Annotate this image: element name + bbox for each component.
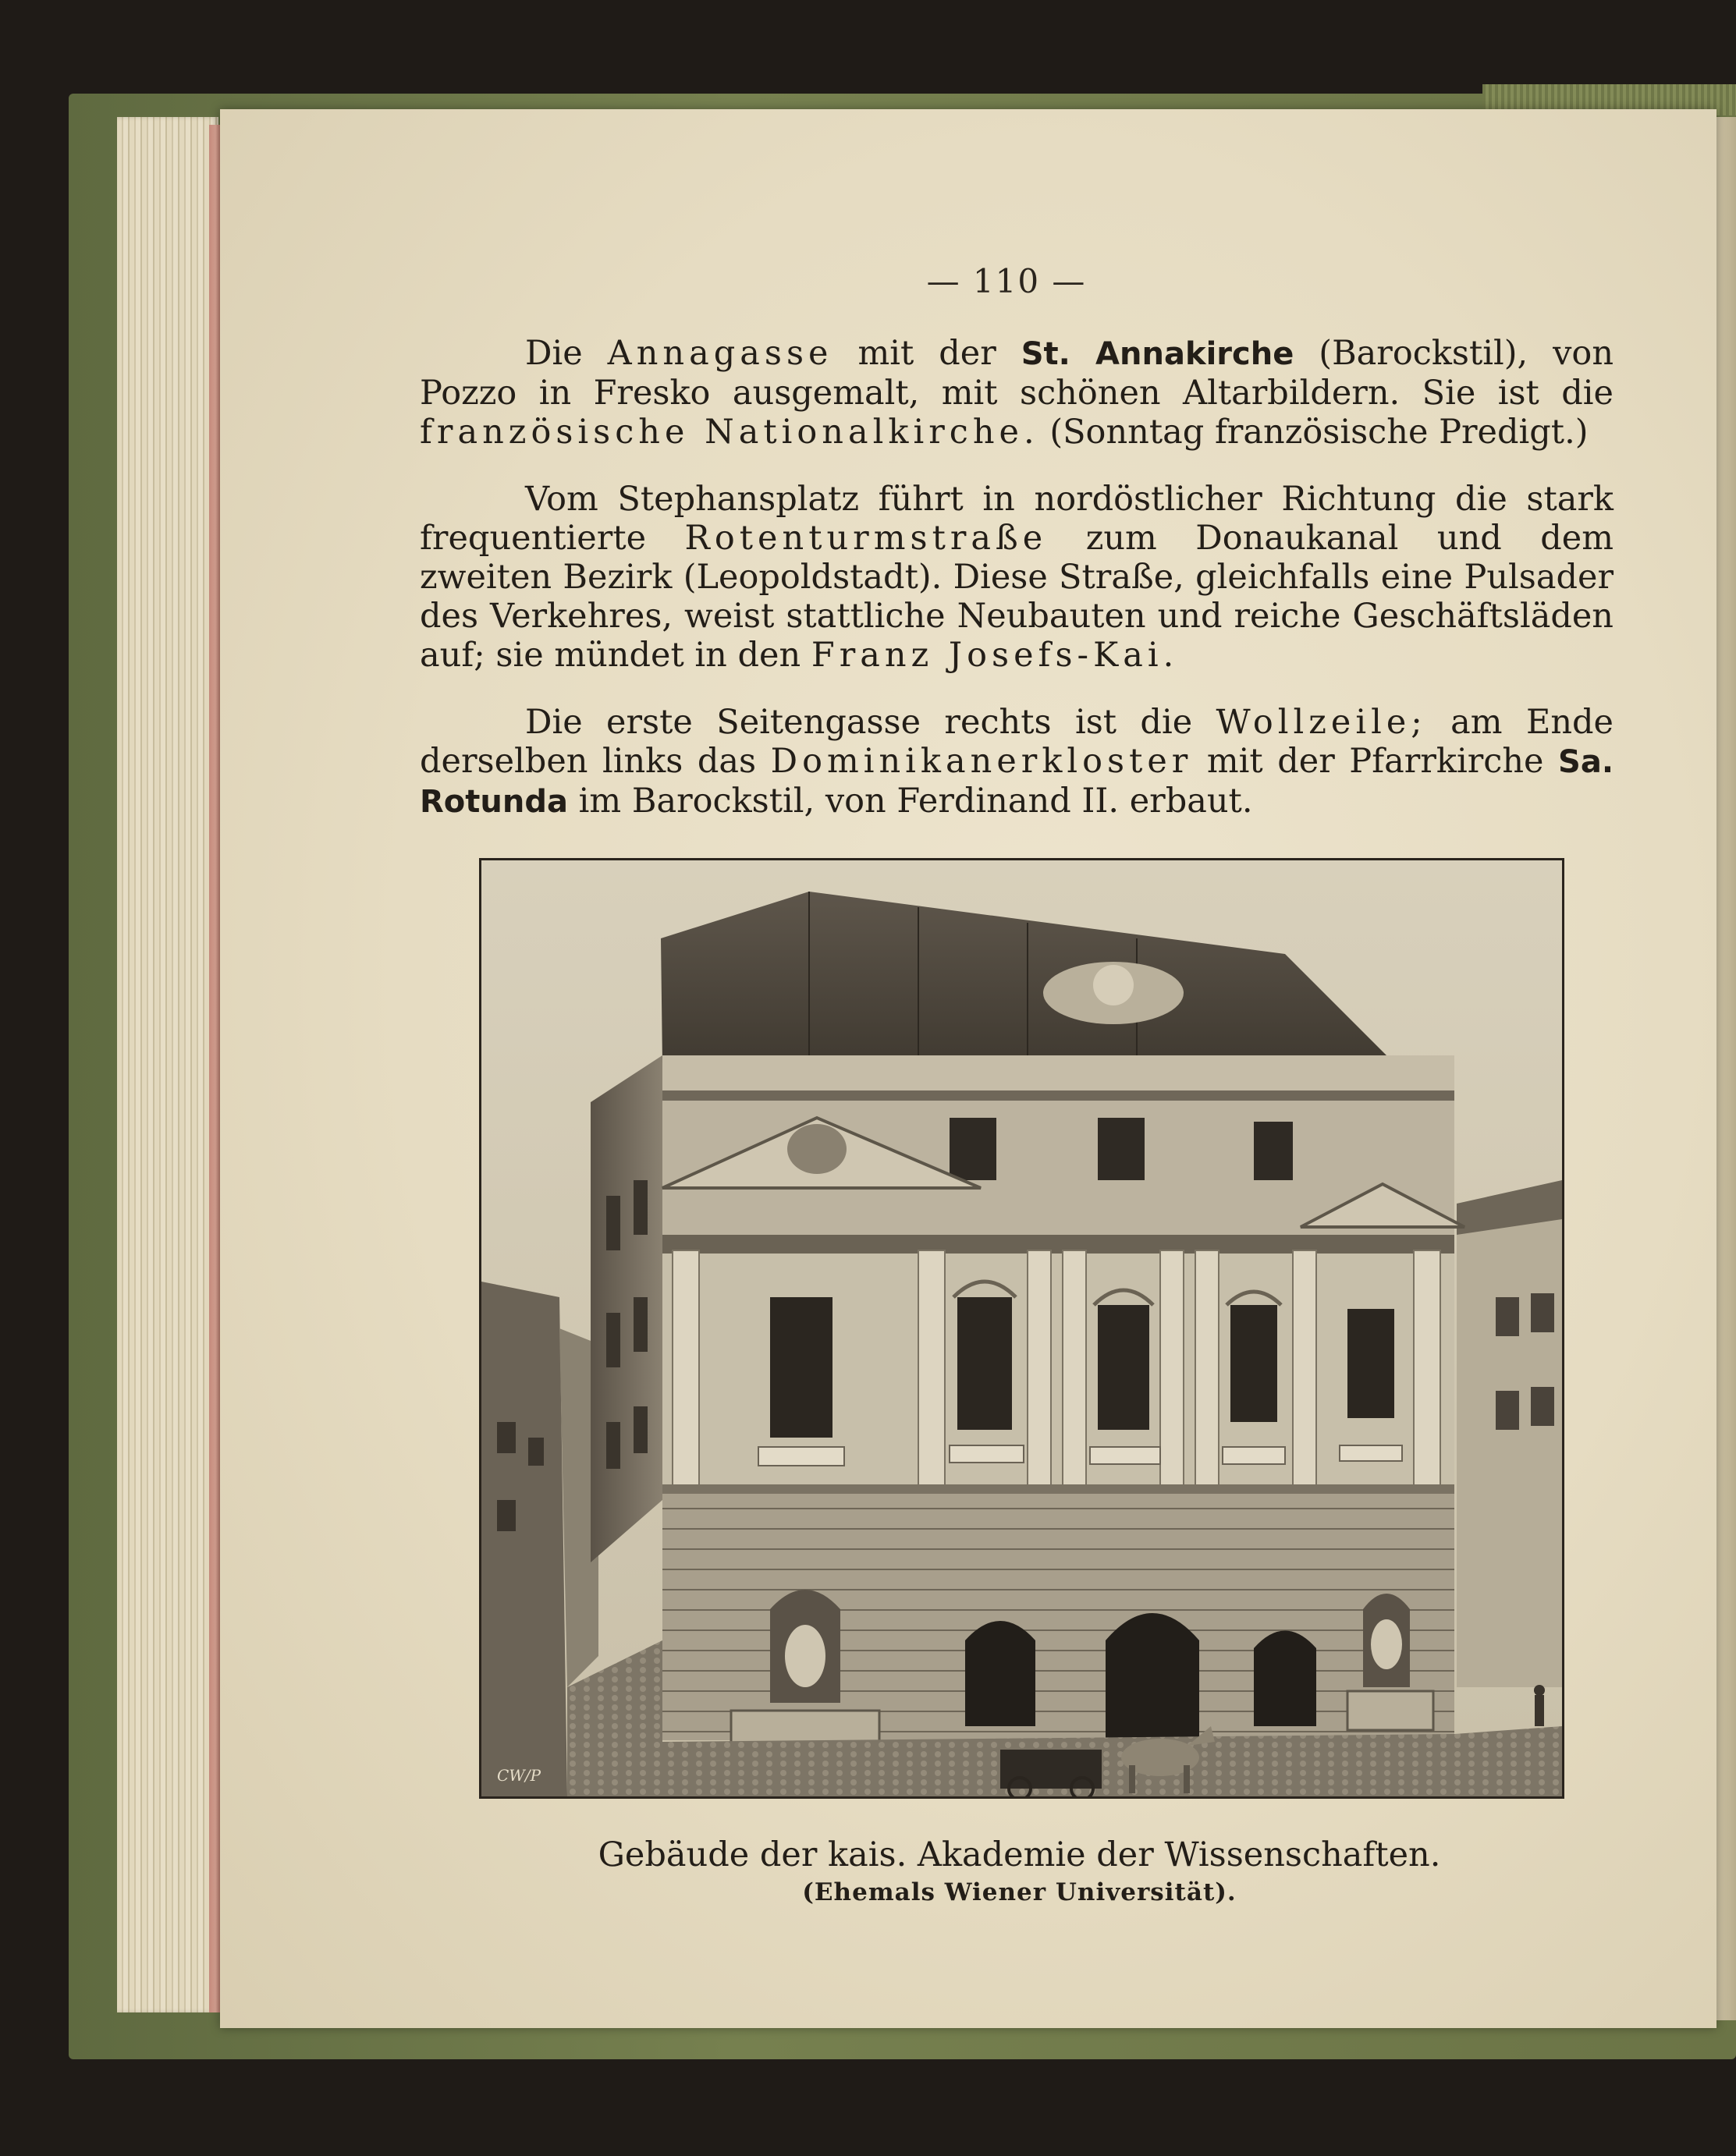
spaced-term: Annagasse bbox=[607, 334, 833, 373]
paragraph-rotenturmstrasse bbox=[420, 480, 1614, 675]
spaced-term: Rotenturmstraße bbox=[684, 519, 1048, 558]
text-run: Vom Stephansplatz führt in nordöstlicher Richtung die stark frequentierte bbox=[420, 480, 1614, 558]
figure-caption bbox=[479, 1835, 1560, 1910]
page-number: — 110 — bbox=[926, 262, 1087, 300]
academy-building-illustration bbox=[481, 860, 1562, 1796]
page-stack-left bbox=[117, 117, 218, 2012]
bold-term: St. Annakirche bbox=[1021, 336, 1294, 372]
spaced-term: Dominikanerkloster bbox=[770, 742, 1193, 781]
body-text bbox=[420, 334, 1614, 849]
text-run: mit der bbox=[857, 334, 996, 373]
text-run: (Sonntag französische Predigt.) bbox=[1049, 413, 1589, 452]
building-photograph bbox=[479, 858, 1564, 1799]
paragraph-wollzeile bbox=[420, 703, 1614, 821]
spaced-term: französische Nationalkirche. bbox=[420, 413, 1039, 452]
text-run: im Barockstil, von Ferdinand II. erbaut. bbox=[578, 782, 1253, 821]
text-run: Die bbox=[525, 334, 583, 373]
text-run: zum Donaukanal und dem zweiten Bezirk (Leopoldstadt). Diese Straße, gleichfalls eine Pulsader des Verkehres, weist stattliche Neubauten und reiche Geschäftsläden auf; sie mündet in den bbox=[420, 519, 1614, 675]
text-run: mit der Pfarrkirche bbox=[1206, 742, 1544, 781]
bold-term: Sa. Rotunda bbox=[420, 744, 1614, 820]
text-run: am Ende derselben links das bbox=[420, 703, 1614, 781]
page-stack-right bbox=[1716, 117, 1736, 2020]
red-page-edge bbox=[209, 125, 220, 2012]
engraver-signature: CW/P bbox=[497, 1766, 541, 1785]
spaced-term: Franz Josefs-Kai. bbox=[811, 636, 1179, 675]
paragraph-annagasse bbox=[420, 334, 1614, 452]
text-run: (Barockstil), von Pozzo in Fresko ausgemalt, mit schönen Altarbildern. Sie ist die bbox=[420, 334, 1614, 413]
spaced-term: Wollzeile; bbox=[1216, 703, 1427, 742]
text-run: Die erste Seitengasse rechts ist die bbox=[525, 703, 1193, 742]
caption-subtitle: (Ehemals Wiener Universität). bbox=[802, 1878, 1237, 1906]
caption-title: Gebäude der kais. Akademie der Wissenschaften. bbox=[598, 1835, 1441, 1874]
